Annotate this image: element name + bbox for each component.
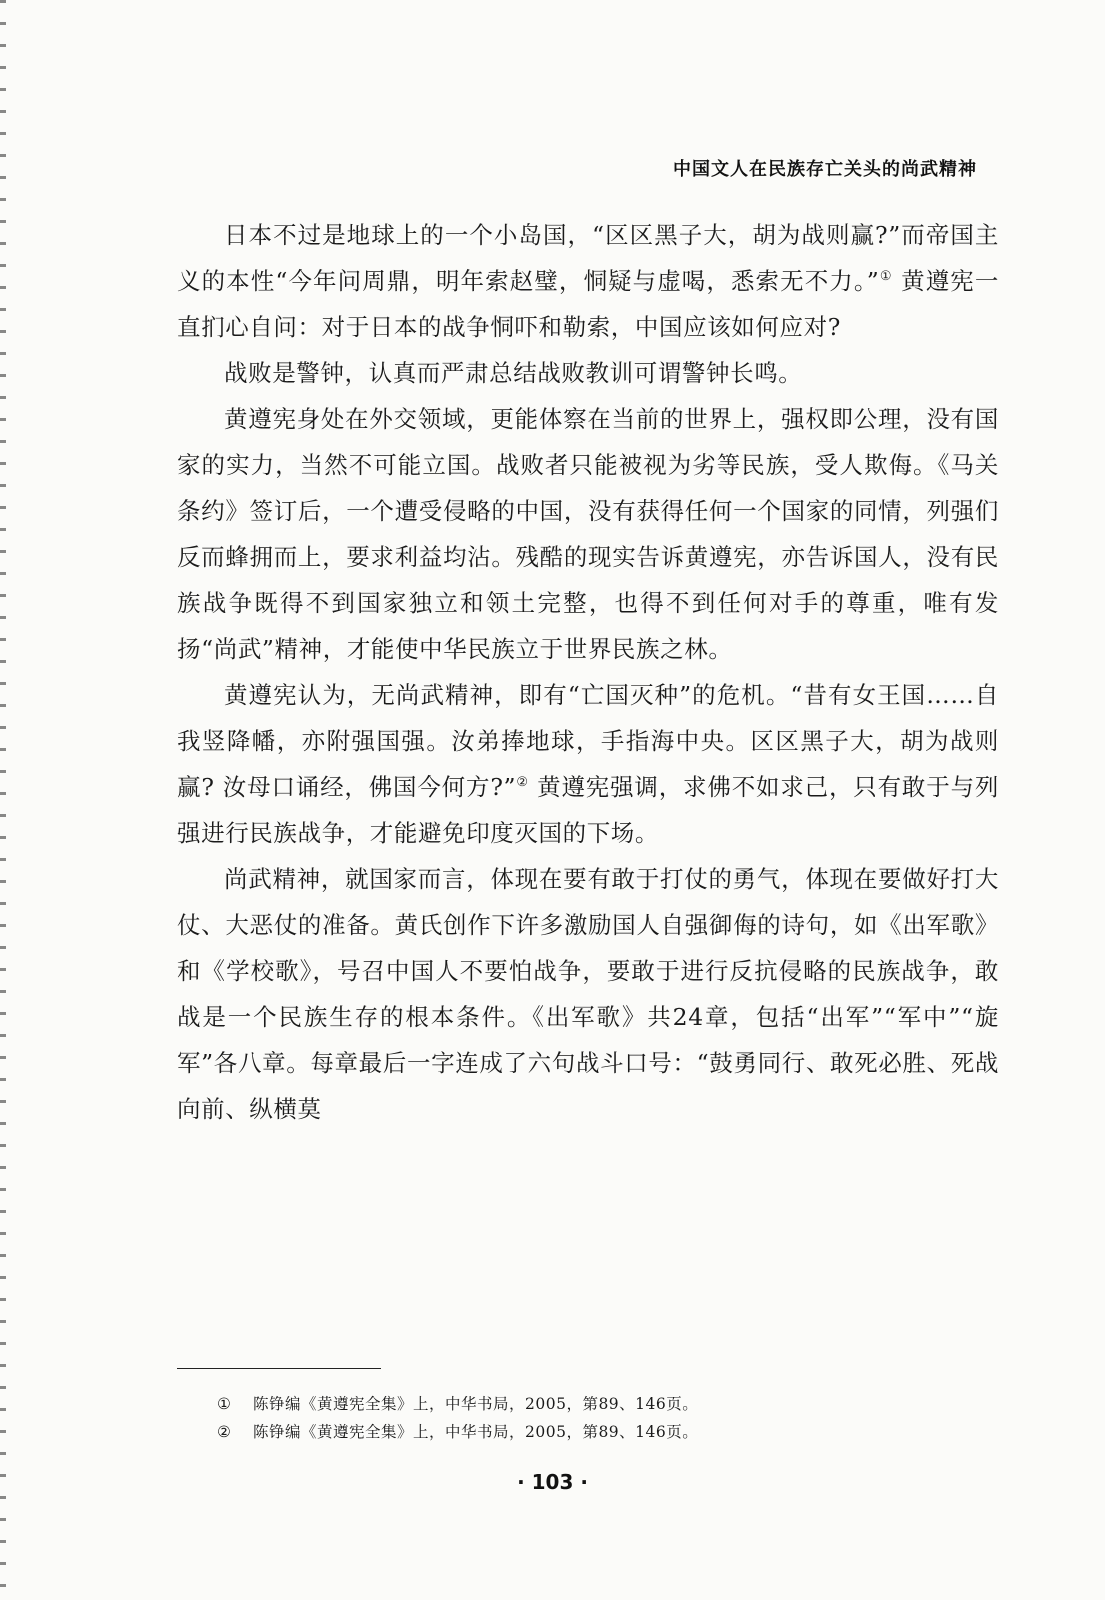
- paragraph-4-text: 黄遵宪认为，无尚武精神，即有“亡国灭种”的危机。“昔有女王国……自我竖降幡，亦附强国强。汝弟捧地球，手指海中央。区区黑子大，胡为战则赢? 汝母口诵经，佛国今何方?”: [177, 681, 999, 801]
- footnotes: [177, 1390, 999, 1446]
- footnote-1-number: ①: [217, 1395, 232, 1413]
- footnote-marker-2: ②: [516, 775, 529, 791]
- footnote-separator: [177, 1368, 381, 1369]
- footnote-2-text: 陈铮编《黄遵宪全集》上，中华书局，2005，第89、146页。: [253, 1423, 699, 1441]
- footnote-2-number: ②: [217, 1423, 232, 1441]
- paragraph-1: [177, 212, 999, 350]
- paragraph-1-text: 日本不过是地球上的一个小岛国，“区区黑子大，胡为战则赢?”而帝国主义的本性“今年问周鼎，明年索赵璧，恫疑与虚喝，悉索无不力。”: [177, 221, 999, 295]
- paragraph-1-text-continued: 黄遵宪一直扪心自问：对于日本的战争恫吓和勒索，中国应该如何应对?: [177, 267, 999, 341]
- page-number: · 103 ·: [517, 1470, 588, 1494]
- paragraph-5: 尚武精神，就国家而言，体现在要有敢于打仗的勇气，体现在要做好打大仗、大恶仗的准备。黄氏创作下许多激励国人自强御侮的诗句，如《出军歌》和《学校歌》，号召中国人不要怕战争，要敢于进行反抗侵略的民族战争，敢战是一个民族生存的根本条件。《出军歌》共24章，包括“出军”“军中”“旋军”各八章。每章最后一字连成了六句战斗口号：“鼓勇同行、敢死必胜、死战向前、纵横莫: [177, 865, 999, 1123]
- paragraph-4: [177, 672, 999, 856]
- paragraph-2: 战败是警钟，认真而严肃总结战败教训可谓警钟长鸣。: [224, 359, 803, 387]
- body-text: [177, 212, 999, 1132]
- paragraph-4-text-continued: 黄遵宪强调，求佛不如求己，只有敢于与列强进行民族战争，才能避免印度灭国的下场。: [177, 773, 999, 847]
- footnote-1: [177, 1390, 999, 1418]
- running-head: 中国文人在民族存亡关头的尚武精神: [673, 159, 977, 180]
- footnote-marker-1: ①: [879, 269, 893, 285]
- page-binding-edge: [0, 0, 6, 1600]
- footnote-1-text: 陈铮编《黄遵宪全集》上，中华书局，2005，第89、146页。: [253, 1395, 699, 1413]
- paragraph-3: 黄遵宪身处在外交领域，更能体察在当前的世界上，强权即公理，没有国家的实力，当然不可能立国。战败者只能被视为劣等民族，受人欺侮。《马关条约》签订后，一个遭受侵略的中国，没有获得任何一个国家的同情，列强们反而蜂拥而上，要求利益均沾。残酷的现实告诉黄遵宪，亦告诉国人，没有民族战争既得不到国家独立和领土完整，也得不到任何对手的尊重，唯有发扬“尚武”精神，才能使中华民族立于世界民族之林。: [177, 405, 999, 663]
- footnote-2: [177, 1418, 999, 1446]
